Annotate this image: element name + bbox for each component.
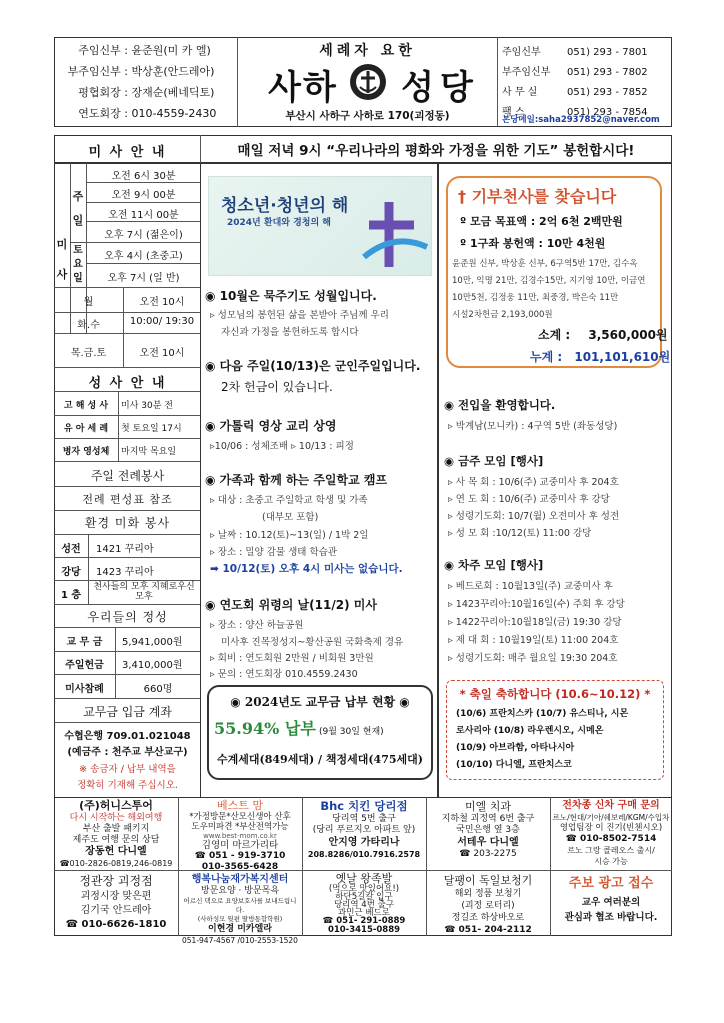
mass-time: 오전 10시 — [139, 297, 185, 308]
feast-line: 로사리아 (10/8) 라우렌시오, 시메온 — [456, 726, 604, 736]
mass-side-label: 미사 — [56, 238, 68, 281]
meeting-line: ▹ 제 대 회 : 10월19일(토) 11:00 204호 — [448, 635, 619, 646]
weekday-label: 월 — [83, 297, 94, 308]
account-title: 교무금 입금 계좌 — [83, 705, 172, 719]
feast-title: * 축일 축하합니다 (10.6~10.12) * — [459, 687, 651, 701]
clean-area: 강당 — [61, 567, 81, 578]
notice-title: ◉ 10월은 묵주기도 성월입니다. — [205, 289, 377, 303]
dues-rate: 55.94% 납부 — [214, 719, 316, 738]
mass-time: 오전 9시 00분 — [111, 190, 176, 201]
weekday-label: 화.수 — [77, 320, 100, 331]
ad-welfare-center: 행복나눔재가복지센터 방문요양 · 방문목욕 어르신 댁으로 요양보호사를 보내드립니다. (사하성모 뒷편 딸방통합학원) 이현경 미카엘라 051-947-4567 /010-2553-1520 — [182, 874, 298, 945]
ad-honeys-tour: (주)허니스투어 다시 시작하는 해외여행 부산 출발 패키지 제주도 여행 문의 상담 장동헌 다니엘 ☎010-2826-0819,246-0819 — [59, 799, 173, 868]
donor-line: 시설2차헌금 2,193,000원 — [452, 310, 553, 320]
feast-line: (10/9) 아브라함, 아타나시아 — [456, 743, 575, 753]
donation-title: † 기부천사를 찾습니다 — [458, 187, 617, 206]
parish-name-left: 사하 — [268, 68, 338, 108]
mass-time: 오후 4시 (초중고) — [104, 251, 183, 262]
account-holder: (예금주 : 천주교 부산교구) — [67, 747, 188, 758]
notice-line: ▹ 회비 : 연도회원 2만원 / 비회원 3만원 — [210, 653, 374, 664]
liturgy-title: 주일 전례봉사 — [90, 469, 165, 483]
offering-value: 3,410,000원 — [122, 660, 183, 671]
feast-line: (10/6) 프란치스카 (10/7) 유스티나, 시몬 — [456, 709, 629, 719]
mass-time: 오전 10시 — [139, 348, 185, 359]
contact-list: 주임신부 051) 293 - 7801 부주임신부 051) 293 - 7802 사 무 실 051) 293 - 7852 팩 스 051) 293 - 7854 — [502, 47, 648, 118]
donor-line: 10만, 익명 21만, 김경수15만, 지기영 10만, 이금연 — [452, 276, 646, 286]
ad-jeonggwanjang: 정관장 괴정점 괴정시장 맞은편 김기국 안드레아 ☎ 010-6626-1810 — [65, 874, 167, 930]
youth-year-subtitle: 2024년 환대와 경청의 해 — [227, 218, 332, 228]
subtotal-value: 3,560,000원 — [588, 328, 668, 342]
weekday-label: 목.금.토 — [70, 348, 107, 359]
notice-title: ◉ 다음 주일(10/13)은 군인주일입니다. — [205, 359, 421, 373]
feast-line: (10/10) 다니엘, 프란치스코 — [456, 760, 572, 770]
mass-guide-title: 미 사 안 내 — [88, 145, 167, 160]
notice-line: ▹ 문의 : 연도회장 010.4559.2430 — [210, 669, 358, 680]
donation-unit: º 1구좌 봉헌액 : 10만 4천원 — [460, 237, 606, 250]
notice-line: 자신과 가정을 봉헌하도록 합시다 — [221, 327, 359, 338]
dues-date: (9월 30일 현재) — [318, 727, 384, 737]
meeting-line: ▹ 연 도 회 : 10/6(주) 교중미사 후 강당 — [448, 494, 610, 505]
ad-miel-dental: 미엘 치과 지하철 괴정역 6번 출구 국민은행 옆 3층 서테우 다니엘 ☎ 203-2275 — [441, 800, 535, 859]
subtotal-label: 소계 : — [538, 328, 571, 342]
notice-line: ▹ 장소 : 밀양 감물 생태 학습관 — [210, 547, 338, 558]
meeting-line: ▹ 성령기도회: 매주 월요일 19:30 204호 — [448, 653, 618, 664]
meeting-line: ▹ 성 모 회 :10/12(토) 11:00 강당 — [448, 528, 592, 539]
offering-value: 5,941,000원 — [122, 637, 183, 648]
notice-title: ◉ 가톨릭 영상 교리 상영 — [205, 419, 337, 433]
donation-goal: º 모금 목표액 : 2억 6천 2백만원 — [460, 215, 623, 228]
clean-team: 천사들의 모후 지혜로우신 모후 — [93, 582, 195, 602]
welcome-title: ◉ 전입을 환영합니다. — [444, 398, 556, 412]
account-note: ※ 송금자 / 납부 내역을 — [79, 764, 176, 775]
offering-label: 미사참례 — [65, 684, 104, 695]
meeting-line: ▹ 베드로회 : 10월13일(주) 교중미사 후 — [448, 581, 613, 592]
account-note: 정확히 기재해 주십시오. — [77, 780, 178, 791]
parish-email[interactable]: 본당메일:saha2937852@naver.com — [502, 115, 660, 125]
notice-line: ▹ 날짜 : 10.12(토)~13(일) / 1박 2일 — [210, 530, 369, 541]
parish-name-right: 성당 — [401, 68, 479, 108]
parish-motto: 세례자 요한 — [319, 43, 416, 59]
offering-label: 주일헌금 — [65, 660, 104, 671]
ad-bulletin-ads: 주보 광고 접수 교우 여러분의 관심과 협조 바랍니다. — [564, 876, 658, 923]
sacrament-value: 미사 30분 전 — [121, 401, 173, 411]
account-bank: 수협은행 709.01.021048 — [64, 731, 191, 742]
total-label: 누계 : — [530, 350, 563, 364]
notice-line: 미사후 진목정성지~황산공원 국화축제 경유 — [221, 637, 404, 648]
notice-alert: ➡ 10/12(토) 오후 4시 미사는 없습니다. — [210, 563, 403, 575]
meeting-line: ▹ 1423꾸리아:10월16일(수) 주회 후 강당 — [448, 599, 625, 610]
notice-line: (대부모 포함) — [262, 512, 319, 523]
notice-line: ▹ 대상 : 초중고 주일학교 학생 및 가족 — [210, 495, 368, 506]
saturday-label: 토요일 — [73, 245, 83, 284]
church-logo-icon — [349, 63, 387, 101]
mass-time: 오전 6시 30분 — [111, 171, 176, 182]
ad-bhc-chicken: Bhc 치킨 당리점 당리역 5번 출구 (당리 푸르지오 아파트 앞) 안지영 가타리나 208.8286/010.7916.2578 — [307, 799, 421, 859]
clean-area: 1 층 — [60, 590, 82, 601]
clean-area: 성전 — [61, 544, 81, 555]
notice-line: 2차 헌금이 있습니다. — [221, 380, 333, 394]
dues-title: ◉ 2024년도 교무금 납부 현황 ◉ — [230, 695, 410, 709]
donor-line: 10만5천, 김정웅 11만, 최중경, 박은숙 11만 — [452, 293, 619, 303]
cross-graphic-icon — [359, 197, 429, 272]
clean-team: 1421 꾸리아 — [96, 544, 154, 555]
sacrament-label: 고 해 성 사 — [63, 401, 109, 411]
youth-year-poster — [208, 176, 432, 276]
mass-time: 오후 7시 (젊은이) — [104, 230, 183, 241]
sacrament-value: 마지막 목요일 — [121, 447, 177, 457]
meeting-line: ▹ 사 목 회 : 10/6(주) 교중미사 후 204호 — [448, 477, 619, 488]
donor-line: 윤준원 신부, 박상훈 신부, 6구역5반 17만, 김수옥 — [452, 259, 638, 269]
youth-year-title: 청소년·청년의 해 — [221, 196, 349, 216]
offering-title: 우리들의 정성 — [87, 610, 168, 624]
ad-pork-trotters: 옛날 왕족발 (먹으로 맛있어요!) 하단5길칼 입구 당리역 4번 출구 과민근 베드로 ☎ 051- 291-0889 010-3415-0889 — [322, 872, 406, 935]
sunday-label: 주일 — [72, 190, 84, 227]
sacrament-label: 병자 영성체 — [62, 447, 110, 457]
sacrament-title: 성 사 안 내 — [88, 376, 167, 391]
sacrament-label: 유 아 세 례 — [63, 424, 109, 434]
staff-list: 주임신부 : 윤준원(미 카 엘) 부주임신부 : 박상훈(안드레아) 평협회장 : 장재순(베네딕토) 연도회장 : 010-4559-2430 — [67, 44, 217, 120]
notice-line: ▹ 성모님의 봉헌된 삶을 본받아 주님께 우리 — [210, 310, 389, 321]
notice-title: ◉ 연도회 위령의 날(11/2) 미사 — [205, 598, 377, 612]
clean-team: 1423 꾸리아 — [96, 567, 154, 578]
offering-label: 교 무 금 — [66, 637, 103, 648]
meeting-line: ▹ 성령기도회: 10/7(월) 오전미사 후 성전 — [448, 511, 620, 522]
ad-best-mom: 베스트 맘 *가정방문*산모신생아 산후 도우미파견 *부산전역가능 www.best-mom.co.kr 김영미 마르가리타 ☎ 051 - 919-3710 010-3565-6428 — [189, 799, 291, 872]
notice-line: ▹ 장소 : 양산 하늘공원 — [210, 620, 304, 631]
ad-hearing-aid: 달팽이 독일보청기 해외 정품 보청기 (괴정 로터리) 정길조 하상바오로 ☎ 051- 204-2112 — [443, 874, 533, 935]
welcome-line: ▹ 박계남(모니카) : 4구역 5반 (좌동성당) — [448, 421, 618, 432]
notice-title: ◉ 가족과 함께 하는 주일학교 캠프 — [205, 473, 388, 487]
total-value: 101,101,610원 — [574, 350, 671, 364]
offering-value: 660명 — [143, 684, 173, 695]
prayer-banner: 매일 저녁 9시 “우리나라의 평화와 가정을 위한 기도” 봉헌합시다! — [237, 143, 635, 159]
liturgy-text: 전례 편성표 참조 — [82, 493, 173, 506]
clean-title: 환경 미화 봉사 — [84, 516, 171, 530]
notice-line: ▹10/06 : 성체조배 ▹ 10/13 : 피정 — [210, 441, 354, 452]
meeting-line: ▹ 1422꾸리아:10월18일(금) 19:30 강당 — [448, 617, 622, 628]
mass-time: 오후 7시 (일 반) — [107, 273, 180, 284]
next-week-title: ◉ 차주 모임 [행사] — [444, 558, 544, 572]
dues-detail: 수계세대(849세대) / 책정세대(475세대) — [217, 753, 423, 766]
ad-new-car: 전차종 신차 구매 문의 르노/현대/기아/쉐보레/KGM/수입차 영업팀장 이 진기(빈첸시오) ☎ 010-8502-7514 르노 그랑 콜레오스 출시/ 시승 가능 — [552, 800, 670, 866]
mass-time: 10:00/ 19:30 — [129, 316, 195, 327]
sacrament-value: 첫 토요일 17시 — [121, 424, 182, 434]
mass-time: 오전 11시 00분 — [108, 210, 179, 221]
this-week-title: ◉ 금주 모임 [행사] — [444, 454, 544, 468]
parish-address: 부산시 사하구 사하로 170(괴정동) — [285, 110, 450, 122]
